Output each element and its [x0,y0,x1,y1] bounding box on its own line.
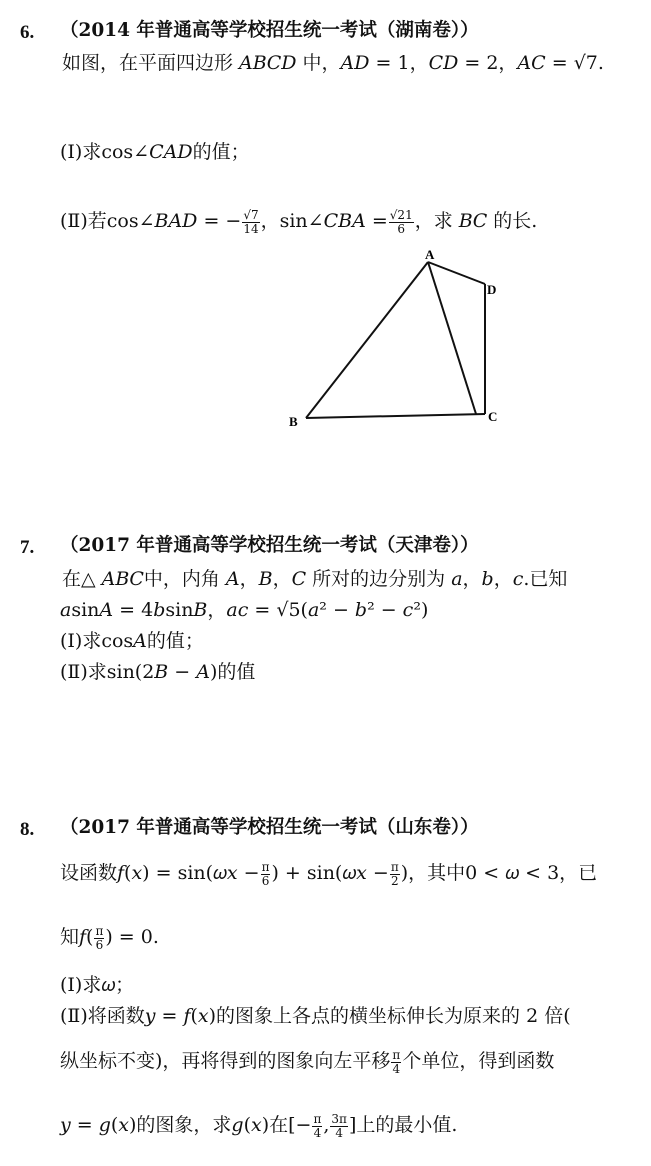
problem-8-number: 8. [20,819,35,840]
segment-ac [428,262,476,414]
fraction-numerator: π [95,923,104,938]
fraction-denominator: 4 [335,1125,343,1140]
interval-separator: , [323,1114,330,1136]
problem-7-number: 7. [20,537,35,558]
fraction-numerator: π [390,859,399,874]
problem-8-line-1 [60,860,597,888]
problem-8-line-1-text-a: 设函数𝑓(𝑥) = sin(𝜔𝑥 − [60,862,260,884]
problem-8-part-2-line-2-text-b: 个单位，得到函数 [402,1050,555,1072]
segment-ab [306,262,428,418]
problem-8-part-2-line-2-text-a: 纵坐标不变)，再将得到的图象向左平移 [60,1050,391,1072]
fraction-denominator: 4 [313,1125,322,1140]
fraction-numerator: π [261,859,270,874]
fraction-pi-over-2 [390,861,400,888]
problem-8-part-2-line-2 [60,1048,554,1076]
quadrilateral-figure [280,240,510,435]
fraction-numerator: √7 [243,207,259,222]
problem-6-part-1: (Ⅰ)求cos∠𝐶𝐴𝐷的值； [60,141,250,163]
fraction-numerator: π [392,1047,401,1062]
problem-6-part-2-text-a: (Ⅱ)若cos∠𝐵𝐴𝐷 = − [60,210,242,232]
fraction-denominator: 14 [243,221,259,236]
fraction-denominator: 6 [261,873,270,888]
problem-8-part-1: (Ⅰ)求𝜔； [60,974,135,996]
segment-bc [306,414,485,418]
segment-ad [428,262,485,284]
fraction-denominator: 6 [95,937,104,952]
problem-8-line-2-text-a: 知𝑓( [60,926,94,948]
fraction-3pi-over-4 [330,1113,348,1140]
fraction-numerator: π [313,1111,322,1126]
vertex-label-c: C [488,409,498,424]
fraction-pi-over-6 [261,861,271,888]
fraction-numerator: √21 [389,207,413,222]
fraction-sqrt7-over-14 [242,209,259,236]
vertex-label-d: D [487,282,497,297]
problem-7-part-1: (Ⅰ)求cos𝐴的值； [60,630,204,652]
problem-8-line-2 [60,924,159,952]
problem-7-header: （2017 年普通高等学校招生统一考试（天津卷）） [60,535,479,556]
problem-8-part-2-line-3 [60,1112,457,1140]
fraction-sqrt21-over-6 [389,209,414,236]
problem-7-line-2: 𝑎sin𝐴 = 4𝑏sin𝐵，𝑎𝑐 = √5(𝑎² − 𝑏² − 𝑐²) [60,599,429,621]
fraction-pi-over-4 [391,1049,401,1076]
fraction-denominator: 4 [392,1061,401,1076]
problem-7-part-2: (Ⅱ)求sin(2𝐵 − 𝐴)的值 [60,661,256,683]
problem-6-stem: 如图，在平面四边形 𝐴𝐵𝐶𝐷 中，𝐴𝐷 = 1，𝐶𝐷 = 2，𝐴𝐶 = √7. [62,52,604,74]
problem-6-part-2-text-c: ，求 𝐵𝐶 的长. [414,210,538,232]
problem-7-line-1: 在△ 𝐴𝐵𝐶中，内角 𝐴，𝐵，𝐶 所对的边分别为 𝑎，𝑏，𝑐.已知 [62,568,568,590]
problem-8-line-1-text-c: )，其中0 < 𝜔 < 3，已 [400,862,598,884]
problem-8-part-2-line-1: (Ⅱ)将函数𝑦 = 𝑓(𝑥)的图象上各点的横坐标伸长为原来的 2 倍( [60,1005,571,1027]
fraction-numerator: 3π [331,1111,347,1126]
fraction-denominator: 6 [397,221,406,236]
problem-8-header: （2017 年普通高等学校招生统一考试（山东卷）） [60,817,479,838]
problem-6-header: （2014 年普通高等学校招生统一考试（湖南卷）） [60,20,479,41]
problem-6-part-2 [60,208,537,236]
problem-8-part-2-line-3-text-a: 𝑦 = 𝑔(𝑥)的图象，求𝑔(𝑥)在[− [60,1114,312,1136]
problem-8-part-2-line-3-text-b: ]上的最小值. [348,1114,458,1136]
fraction-pi-over-6 [94,925,104,952]
problem-8-line-1-text-b: ) + sin(𝜔𝑥 − [271,862,389,884]
problem-6-number: 6. [20,22,35,43]
fraction-denominator: 2 [390,873,399,888]
fraction-pi-over-4 [312,1113,322,1140]
problem-6-part-2-text-b: ，sin∠𝐶𝐵𝐴 = [260,210,388,232]
vertex-label-b: B [289,414,298,429]
problem-8-line-2-text-b: ) = 0. [105,926,159,948]
vertex-label-a: A [425,247,435,262]
